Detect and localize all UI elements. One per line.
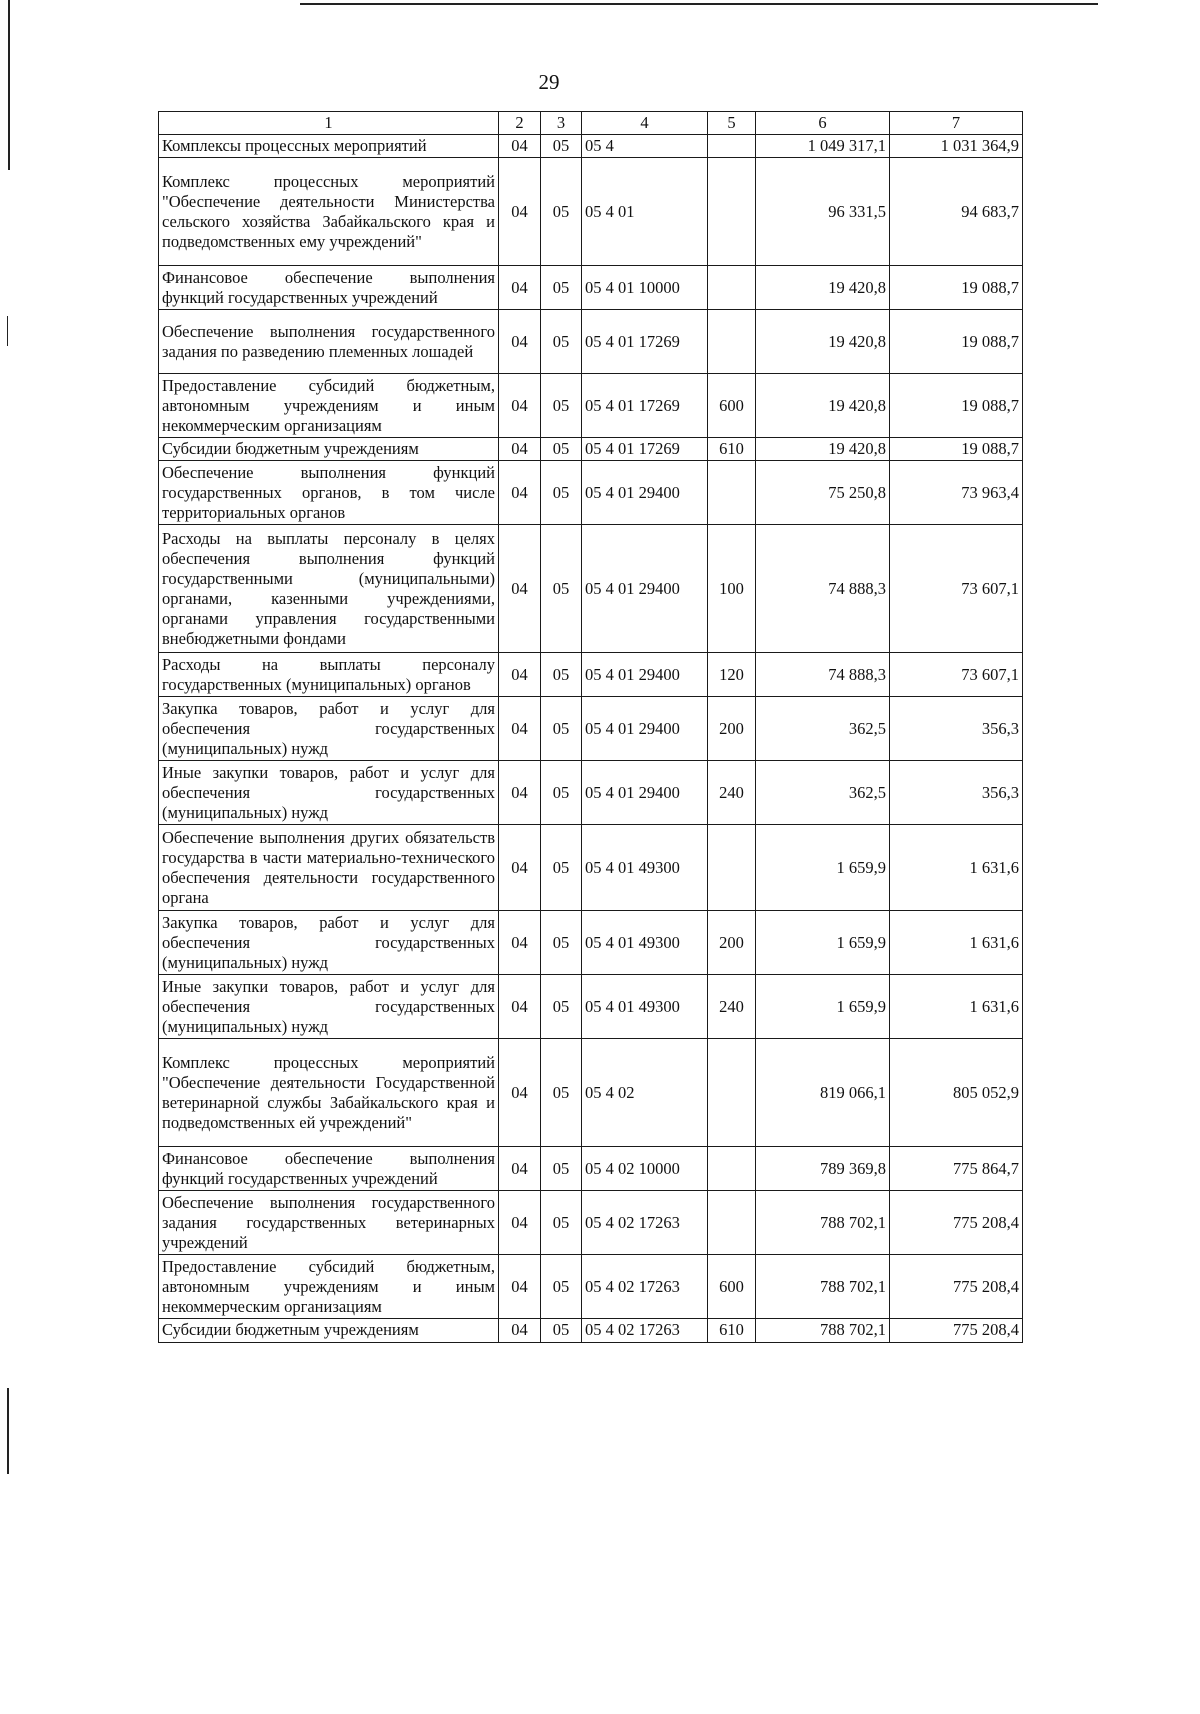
row-target-item-code: 05 4 01 29400 (582, 697, 708, 761)
row-section-code: 04 (499, 911, 541, 975)
table-row (159, 310, 1023, 374)
row-target-item-code: 05 4 02 17263 (582, 1255, 708, 1319)
row-item-name: Обеспечение выполнения функций государственных органов, в том числе территориальных органов (159, 461, 499, 525)
row-amount-year-1: 362,5 (756, 761, 890, 825)
row-amount-year-1: 19 420,8 (756, 374, 890, 438)
row-expense-type-code: 610 (708, 438, 756, 461)
row-target-item-code: 05 4 02 17263 (582, 1191, 708, 1255)
row-target-item-code: 05 4 02 (582, 1039, 708, 1147)
row-section-code: 04 (499, 438, 541, 461)
row-subsection-code: 05 (541, 135, 582, 158)
row-item-name: Обеспечение выполнения других обязательств государства в части материально-технического обеспечения деятельности государственного органа (159, 825, 499, 911)
table-row (159, 374, 1023, 438)
row-item-name: Иные закупки товаров, работ и услуг для обеспечения государственных (муниципальных) нужд (159, 975, 499, 1039)
row-expense-type-code (708, 310, 756, 374)
row-expense-type-code: 600 (708, 1255, 756, 1319)
row-amount-year-1: 1 659,9 (756, 975, 890, 1039)
row-subsection-code: 05 (541, 374, 582, 438)
row-section-code: 04 (499, 975, 541, 1039)
table-header-row (159, 112, 1023, 135)
budget-table (158, 111, 1023, 1343)
row-section-code: 04 (499, 461, 541, 525)
row-amount-year-2: 19 088,7 (890, 374, 1023, 438)
row-amount-year-2: 356,3 (890, 697, 1023, 761)
scan-mark-bottom-left (7, 1388, 9, 1474)
table-row (159, 266, 1023, 310)
row-amount-year-2: 775 864,7 (890, 1147, 1023, 1191)
row-amount-year-2: 1 631,6 (890, 825, 1023, 911)
table-row (159, 158, 1023, 266)
row-subsection-code: 05 (541, 438, 582, 461)
row-amount-year-1: 19 420,8 (756, 266, 890, 310)
row-target-item-code: 05 4 (582, 135, 708, 158)
row-subsection-code: 05 (541, 525, 582, 653)
row-target-item-code: 05 4 01 29400 (582, 461, 708, 525)
row-section-code: 04 (499, 1255, 541, 1319)
row-amount-year-1: 788 702,1 (756, 1191, 890, 1255)
row-item-name: Финансовое обеспечение выполнения функций государственных учреждений (159, 266, 499, 310)
row-amount-year-2: 73 607,1 (890, 653, 1023, 697)
row-section-code: 04 (499, 697, 541, 761)
row-amount-year-1: 74 888,3 (756, 525, 890, 653)
row-amount-year-1: 75 250,8 (756, 461, 890, 525)
row-expense-type-code (708, 461, 756, 525)
table-row (159, 135, 1023, 158)
row-target-item-code: 05 4 01 29400 (582, 761, 708, 825)
row-target-item-code: 05 4 01 17269 (582, 310, 708, 374)
row-target-item-code: 05 4 01 17269 (582, 438, 708, 461)
table-row (159, 975, 1023, 1039)
row-subsection-code: 05 (541, 697, 582, 761)
row-subsection-code: 05 (541, 461, 582, 525)
row-expense-type-code: 200 (708, 911, 756, 975)
row-subsection-code: 05 (541, 761, 582, 825)
row-item-name: Закупка товаров, работ и услуг для обеспечения государственных (муниципальных) нужд (159, 911, 499, 975)
table-row (159, 825, 1023, 911)
row-subsection-code: 05 (541, 1039, 582, 1147)
row-expense-type-code: 100 (708, 525, 756, 653)
row-subsection-code: 05 (541, 825, 582, 911)
header-col-2: 2 (499, 112, 541, 135)
row-item-name: Расходы на выплаты персоналу в целях обеспечения выполнения функций государственными (муниципальными) органами, казенными учреждениями, органами управления государственными внебюджетными фондами (159, 525, 499, 653)
row-expense-type-code (708, 1191, 756, 1255)
scan-border-top (300, 3, 1098, 5)
row-target-item-code: 05 4 01 49300 (582, 975, 708, 1039)
table-row (159, 1191, 1023, 1255)
row-item-name: Расходы на выплаты персоналу государственных (муниципальных) органов (159, 653, 499, 697)
row-item-name: Обеспечение выполнения государственного задания государственных ветеринарных учреждений (159, 1191, 499, 1255)
row-section-code: 04 (499, 135, 541, 158)
row-expense-type-code: 610 (708, 1319, 756, 1342)
row-target-item-code: 05 4 02 10000 (582, 1147, 708, 1191)
row-expense-type-code (708, 158, 756, 266)
row-amount-year-2: 805 052,9 (890, 1039, 1023, 1147)
table-row (159, 461, 1023, 525)
row-amount-year-1: 1 049 317,1 (756, 135, 890, 158)
row-amount-year-2: 775 208,4 (890, 1255, 1023, 1319)
header-col-7: 7 (890, 112, 1023, 135)
table-row (159, 697, 1023, 761)
row-amount-year-1: 788 702,1 (756, 1319, 890, 1342)
row-target-item-code: 05 4 01 10000 (582, 266, 708, 310)
table-row (159, 761, 1023, 825)
header-col-3: 3 (541, 112, 582, 135)
row-amount-year-1: 789 369,8 (756, 1147, 890, 1191)
row-amount-year-1: 788 702,1 (756, 1255, 890, 1319)
row-amount-year-2: 19 088,7 (890, 310, 1023, 374)
table-row (159, 1039, 1023, 1147)
table-row (159, 1255, 1023, 1319)
row-item-name: Закупка товаров, работ и услуг для обеспечения государственных (муниципальных) нужд (159, 697, 499, 761)
row-item-name: Комплекс процессных мероприятий "Обеспечение деятельности Министерства сельского хозяйства Забайкальского края и подведомственных ему учреждений" (159, 158, 499, 266)
row-item-name: Комплекс процессных мероприятий "Обеспечение деятельности Государственной ветеринарной службы Забайкальского края и подведомственных ей учреждений" (159, 1039, 499, 1147)
header-col-6: 6 (756, 112, 890, 135)
row-target-item-code: 05 4 01 49300 (582, 911, 708, 975)
row-item-name: Иные закупки товаров, работ и услуг для обеспечения государственных (муниципальных) нужд (159, 761, 499, 825)
row-amount-year-2: 94 683,7 (890, 158, 1023, 266)
row-section-code: 04 (499, 1319, 541, 1342)
row-amount-year-2: 19 088,7 (890, 266, 1023, 310)
row-section-code: 04 (499, 825, 541, 911)
header-col-5: 5 (708, 112, 756, 135)
row-amount-year-2: 19 088,7 (890, 438, 1023, 461)
row-section-code: 04 (499, 525, 541, 653)
row-section-code: 04 (499, 761, 541, 825)
page-number: 29 (538, 70, 560, 94)
row-item-name: Комплексы процессных мероприятий (159, 135, 499, 158)
row-section-code: 04 (499, 158, 541, 266)
row-expense-type-code (708, 266, 756, 310)
row-expense-type-code (708, 1147, 756, 1191)
row-target-item-code: 05 4 01 17269 (582, 374, 708, 438)
row-subsection-code: 05 (541, 653, 582, 697)
row-amount-year-1: 19 420,8 (756, 310, 890, 374)
row-subsection-code: 05 (541, 1255, 582, 1319)
row-expense-type-code (708, 1039, 756, 1147)
table-row (159, 1147, 1023, 1191)
row-subsection-code: 05 (541, 1191, 582, 1255)
row-section-code: 04 (499, 310, 541, 374)
row-target-item-code: 05 4 01 49300 (582, 825, 708, 911)
row-section-code: 04 (499, 374, 541, 438)
table-row (159, 653, 1023, 697)
row-section-code: 04 (499, 1147, 541, 1191)
row-expense-type-code (708, 135, 756, 158)
row-subsection-code: 05 (541, 1319, 582, 1342)
row-subsection-code: 05 (541, 266, 582, 310)
row-section-code: 04 (499, 1039, 541, 1147)
row-expense-type-code: 600 (708, 374, 756, 438)
row-item-name: Обеспечение выполнения государственного задания по разведению племенных лошадей (159, 310, 499, 374)
row-item-name: Финансовое обеспечение выполнения функций государственных учреждений (159, 1147, 499, 1191)
table-row (159, 911, 1023, 975)
row-expense-type-code (708, 825, 756, 911)
row-amount-year-2: 775 208,4 (890, 1319, 1023, 1342)
row-subsection-code: 05 (541, 310, 582, 374)
row-subsection-code: 05 (541, 911, 582, 975)
row-expense-type-code: 120 (708, 653, 756, 697)
row-amount-year-1: 74 888,3 (756, 653, 890, 697)
row-amount-year-2: 1 631,6 (890, 911, 1023, 975)
row-expense-type-code: 240 (708, 975, 756, 1039)
row-amount-year-1: 819 066,1 (756, 1039, 890, 1147)
row-amount-year-2: 73 607,1 (890, 525, 1023, 653)
row-expense-type-code: 240 (708, 761, 756, 825)
row-amount-year-2: 775 208,4 (890, 1191, 1023, 1255)
row-amount-year-1: 1 659,9 (756, 911, 890, 975)
row-section-code: 04 (499, 266, 541, 310)
row-expense-type-code: 200 (708, 697, 756, 761)
row-amount-year-1: 1 659,9 (756, 825, 890, 911)
row-amount-year-2: 73 963,4 (890, 461, 1023, 525)
row-section-code: 04 (499, 1191, 541, 1255)
row-item-name: Предоставление субсидий бюджетным, автономным учреждениям и иным некоммерческим организациям (159, 374, 499, 438)
row-section-code: 04 (499, 653, 541, 697)
row-subsection-code: 05 (541, 975, 582, 1039)
row-amount-year-1: 96 331,5 (756, 158, 890, 266)
row-amount-year-1: 362,5 (756, 697, 890, 761)
scan-mark-left (7, 316, 8, 346)
row-item-name: Субсидии бюджетным учреждениям (159, 438, 499, 461)
header-col-1: 1 (159, 112, 499, 135)
header-col-4: 4 (582, 112, 708, 135)
table-row (159, 525, 1023, 653)
table-row (159, 438, 1023, 461)
row-target-item-code: 05 4 02 17263 (582, 1319, 708, 1342)
row-amount-year-2: 1 031 364,9 (890, 135, 1023, 158)
row-target-item-code: 05 4 01 29400 (582, 525, 708, 653)
table-row (159, 1319, 1023, 1342)
row-item-name: Предоставление субсидий бюджетным, автономным учреждениям и иным некоммерческим организациям (159, 1255, 499, 1319)
row-target-item-code: 05 4 01 (582, 158, 708, 266)
row-amount-year-2: 1 631,6 (890, 975, 1023, 1039)
row-item-name: Субсидии бюджетным учреждениям (159, 1319, 499, 1342)
row-amount-year-1: 19 420,8 (756, 438, 890, 461)
row-subsection-code: 05 (541, 158, 582, 266)
row-target-item-code: 05 4 01 29400 (582, 653, 708, 697)
row-subsection-code: 05 (541, 1147, 582, 1191)
row-amount-year-2: 356,3 (890, 761, 1023, 825)
